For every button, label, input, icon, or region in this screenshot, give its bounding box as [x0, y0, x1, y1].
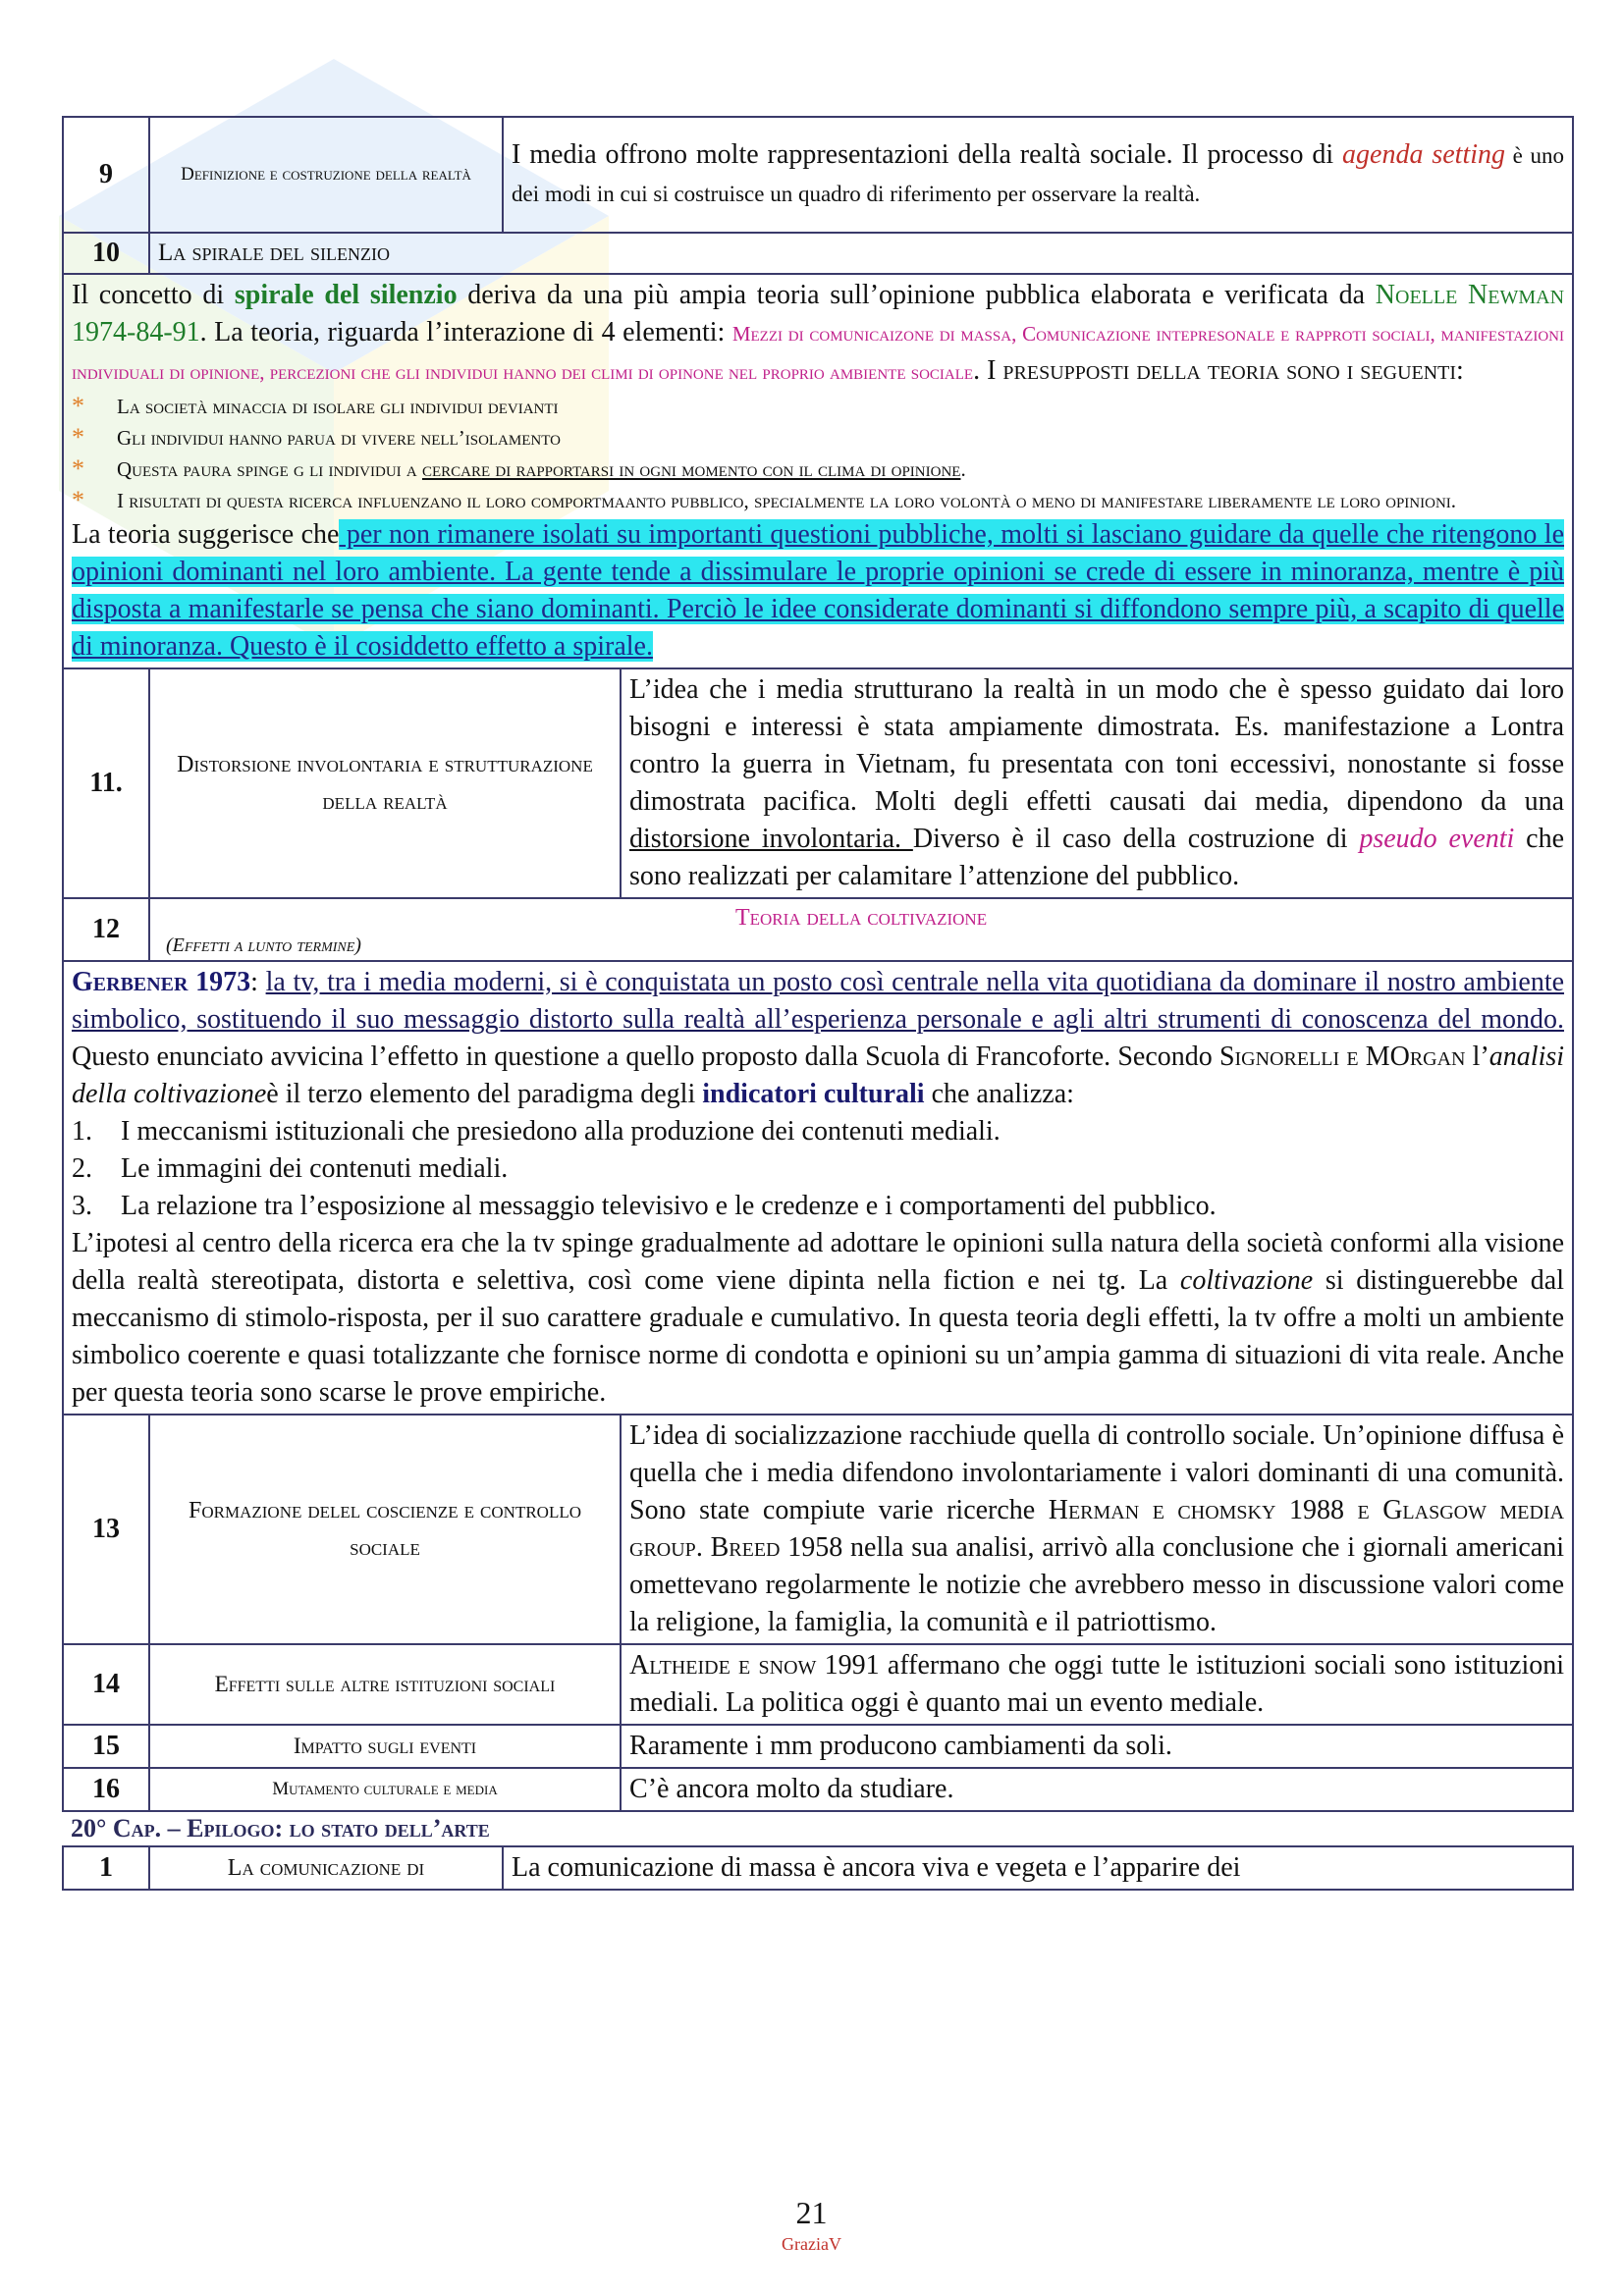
- content-table: [62, 116, 1574, 1891]
- list-item: * La società minaccia di isolare gli individui devianti: [72, 392, 559, 420]
- list-item: * I risultati di questa ricerca influenzano il loro comportmaanto pubblico, specialmente la loro volontà o meno di manifestare liberamente le loro opinioni.: [72, 486, 1457, 514]
- row-16: [63, 1768, 1573, 1811]
- list-item: * Gli individui hanno parua di vivere nell’isolamento: [72, 423, 561, 452]
- page-number: 21: [795, 2195, 828, 2230]
- row-label: Definizione e costruzione della realtà: [149, 117, 503, 233]
- row-text: C’è ancora molto da studiare.: [621, 1768, 1573, 1811]
- row-11: [63, 668, 1573, 898]
- row-label: Formazione delel coscienze e controllo sociale: [149, 1415, 621, 1644]
- row-number: 15: [63, 1725, 149, 1768]
- spirale-section: [63, 274, 1573, 668]
- list-item: * Questa paura spinge g li individui a cercare di rapportarsi in ogni momento con il clima di opinione.: [72, 454, 966, 483]
- row-1: [63, 1846, 1573, 1890]
- row-label: La comunicazione di: [149, 1846, 503, 1890]
- row-15: [63, 1725, 1573, 1768]
- row-label: Effetti sulle altre istituzioni sociali: [149, 1644, 621, 1725]
- row-text: I media offrono molte rappresentazioni della realtà sociale. Il processo di agenda setting è uno dei modi in cui si costruisce un quadro di riferimento per osservare la realtà.: [503, 117, 1573, 233]
- row-label: Impatto sugli eventi: [149, 1725, 621, 1768]
- row-10-header: [63, 233, 1573, 274]
- chapter-row: [63, 1811, 1573, 1846]
- row-number: 9: [63, 117, 149, 233]
- highlighted-paragraph: La teoria suggerisce che per non rimanere isolati su importanti questioni pubbliche, molti si lasciano guidare da quelle che ritengono le opinioni dominanti nel loro ambiente. La gente tende a dissimulare le proprie opinioni se crede di essere in minoranza, mentre è più disposta a manifestarle se pensa che siano dominanti. Perciò le idee considerate dominanti si diffondono sempre più, a scapito di quelle di minoranza. Questo è il cosiddetto effetto a spirale.: [72, 519, 1565, 662]
- list-item: 2. Le immagini dei contenuti mediali.: [72, 1153, 509, 1184]
- coltivazione-paragraph: L’ipotesi al centro della ricerca era che la tv spinge gradualmente ad adottare le opinioni sulla natura della società conformi alla visione della realtà stereotipata, distorta e selettiva, così come viene dipinta nella fiction e nei tg. La coltivazione si distinguerebbe dal meccanismo di stimolo-risposta, per il suo carattere graduale e cumulativo. In questa teoria degli effetti, la tv offre a molti un ambiente simbolico coerente e quasi totalizzante che fornisce norme di condotta e opinioni su un’ampia gamma di situazioni di vita reale. Anche per questa teoria sono scarse le prove empiriche.: [72, 1228, 1565, 1408]
- row-number: 10: [63, 233, 149, 274]
- row-number: 13: [63, 1415, 149, 1644]
- row-10-body: [63, 274, 1573, 668]
- row-12-header: [63, 898, 1573, 961]
- author-footer: GraziaV: [782, 2234, 841, 2254]
- row-text: Raramente i mm producono cambiamenti da soli.: [621, 1725, 1573, 1768]
- coltivazione-intro: Gerbener 1973: la tv, tra i media moderni, si è conquistata un posto così centrale nella vita quotidiana da dominare il nostro ambiente simbolico, sostituendo il suo messaggio distorto sulla realtà all’esperienza personale e agli altri strumenti di conoscenza del mondo. Questo enunciato avvicina l’effetto in questione a quello proposto dalla Scuola di Francoforte. Secondo Signorelli e MOrgan l’analisi della coltivazioneè il terzo elemento del paradigma degli indicatori culturali che analizza:: [72, 967, 1565, 1109]
- row-9: [63, 117, 1573, 233]
- list-item: 1. I meccanismi istituzionali che presiedono alla produzione dei contenuti mediali.: [72, 1116, 1001, 1147]
- row-12-title-cell: [149, 898, 1573, 961]
- agenda-setting-term: agenda setting: [1342, 139, 1505, 170]
- row-label: La spirale del silenzio: [149, 233, 1573, 274]
- row-number: 16: [63, 1768, 149, 1811]
- row-subtitle: (Effetti a lunto termine): [166, 934, 361, 956]
- row-title: Teoria della coltivazione: [734, 905, 988, 931]
- row-12-body: [63, 961, 1573, 1415]
- row-label: Distorsione involontaria e strutturazione della realtà: [149, 668, 621, 898]
- row-text: L’idea di socializzazione racchiude quella di controllo sociale. Un’opinione diffusa è quella che i media difendono involontariamente i valori dominanti di una comunità. Sono state compiute varie ricerche Herman e chomsky 1988 e Glasgow media group. Breed 1958 nella sua analisi, arrivò alla conclusione che i giornali americani omettevano regolarmente le notizie che avrebbero messo in discussione valori come la religione, la famiglia, la comunità e il patriottismo.: [621, 1415, 1573, 1644]
- list-item: 3. La relazione tra l’esposizione al messaggio televisivo e le credenze e i comportamenti del pubblico.: [72, 1191, 1217, 1221]
- spirale-intro: Il concetto di spirale del silenzio deriva da una più ampia teoria sull’opinione pubblica elaborata e verificata da Noelle Newman 1974-84-91. La teoria, riguarda l’interazione di 4 elementi: Mezzi di comunicaizone di massa, Comunicazione intepresonale e rapproti sociali, manifestazioni individuali di opinione, percezioni che gli individui hanno dei climi di opinone nel proprio ambiente sociale. I presupposti della teoria sono i seguenti:: [72, 280, 1565, 386]
- row-text: L’idea che i media strutturano la realtà in un modo che è spesso guidato dai loro bisogni e interessi è stata ampiamente dimostrata. Es. manifestazione a Lontra contro la guerra in Vietnam, fu presentata con toni eccessivi, nonostante si fosse dimostrata pacifica. Molti degli effetti causati dai media, dipendono da una distorsione involontaria. Diverso è il caso della costruzione di pseudo eventi che sono realizzati per calamitare l’attenzione del pubblico.: [621, 668, 1573, 898]
- row-number: 12: [63, 898, 149, 961]
- row-text: Altheide e snow 1991 affermano che oggi tutte le istituzioni sociali sono istituzioni mediali. La politica oggi è quanto mai un evento mediale.: [621, 1644, 1573, 1725]
- row-label: Mutamento culturale e media: [149, 1768, 621, 1811]
- chapter-heading: 20° Cap. – Epilogo: lo stato dell’arte: [63, 1811, 1573, 1846]
- row-number: 11.: [63, 668, 149, 898]
- row-14: [63, 1644, 1573, 1725]
- row-13: [63, 1415, 1573, 1644]
- coltivazione-section: [63, 961, 1573, 1415]
- row-number: 1: [63, 1846, 149, 1890]
- row-text: La comunicazione di massa è ancora viva e vegeta e l’apparire dei: [503, 1846, 1573, 1890]
- row-number: 14: [63, 1644, 149, 1725]
